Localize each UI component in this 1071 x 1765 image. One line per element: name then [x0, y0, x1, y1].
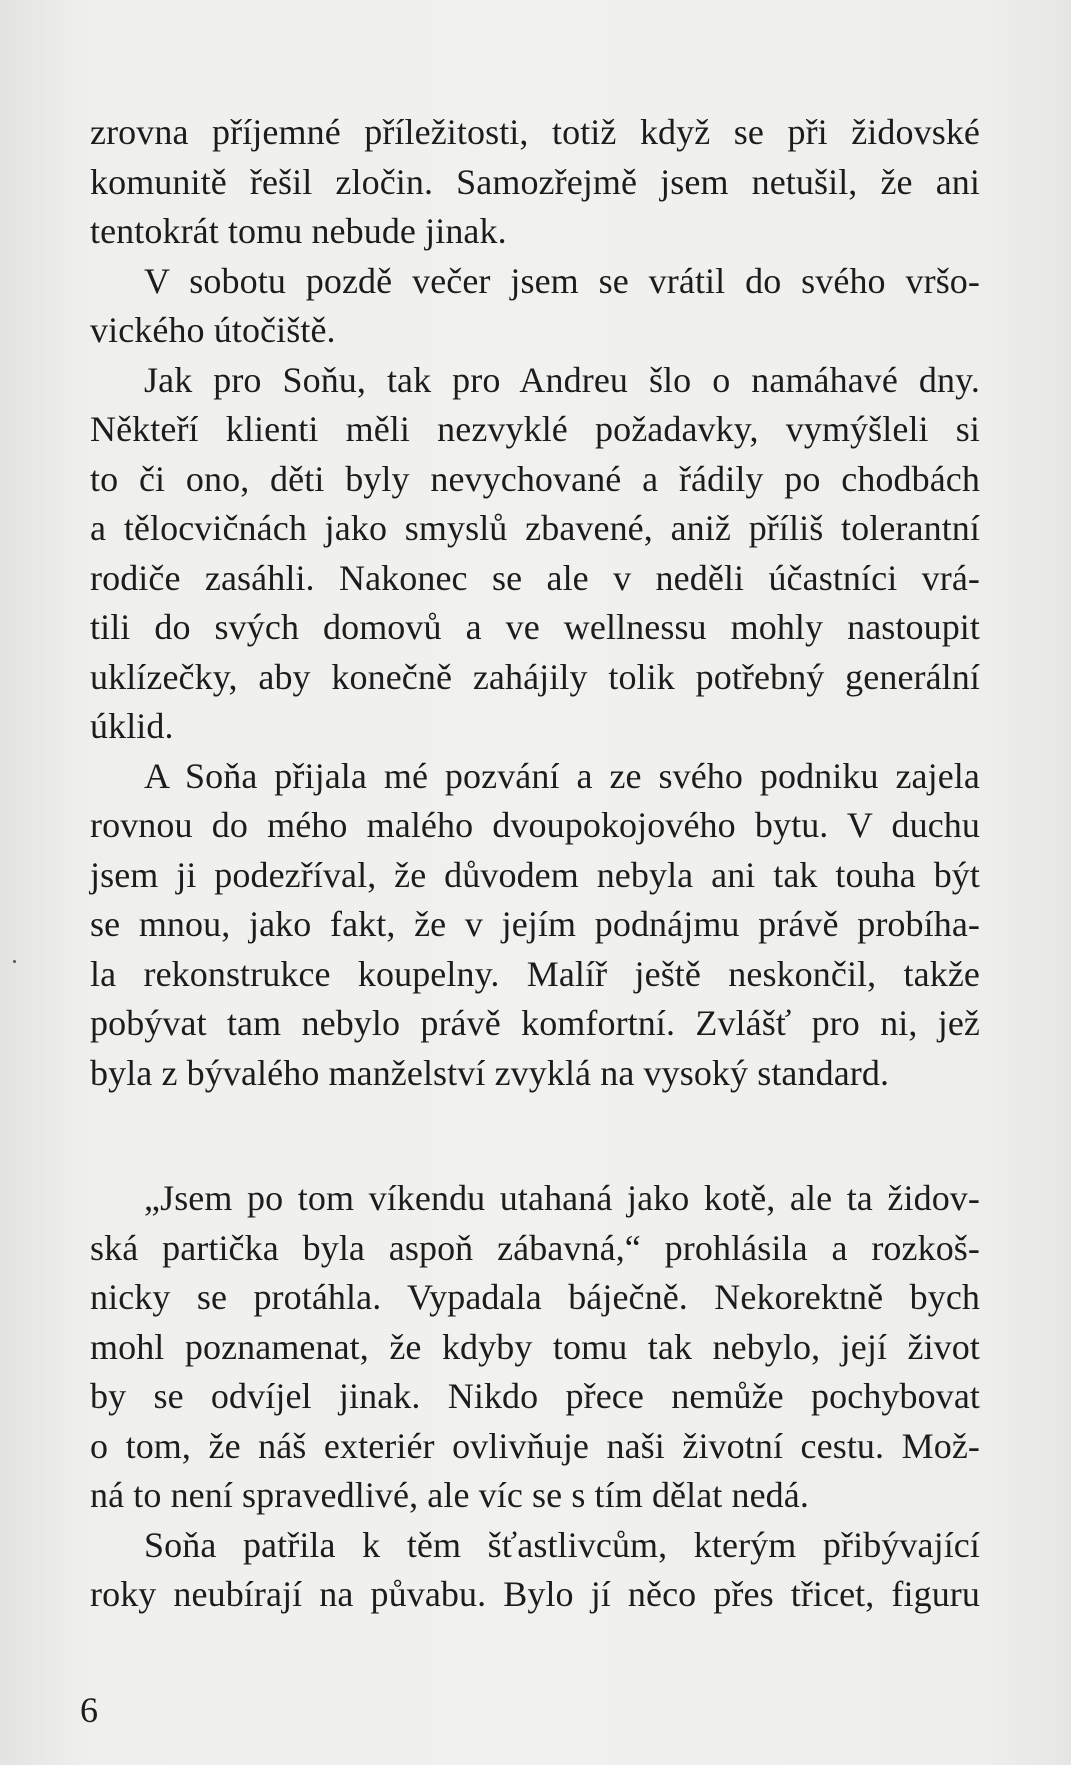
- text-line: vického útočiště.: [90, 310, 336, 350]
- text-line: la rekonstrukce koupelny. Malíř ještě neskončil, takže: [90, 953, 980, 994]
- text-line: zrovna příjemné příležitosti, totiž když se při židovské: [90, 112, 980, 152]
- text-line: se mnou, jako fakt, že v jejím podnájmu právě probíha-: [90, 904, 980, 944]
- text-line: úklid.: [90, 706, 174, 746]
- text-line: o tom, že náš exteriér ovlivňuje naši životní cestu. Mož-: [90, 1425, 980, 1466]
- text-line: ná to není spravedlivé, ale víc se s tím dělat nedá.: [90, 1475, 809, 1515]
- page-number: 6: [80, 1690, 98, 1730]
- text-line: rodiče zasáhli. Nakonec se ale v neděli účastníci vrá-: [90, 557, 980, 598]
- text-line: pobývat tam nebylo právě komfortní. Zvlášť pro ni, jež: [90, 1003, 980, 1043]
- text-block-2: [90, 1174, 980, 1620]
- text-line: byla z bývalého manželství zvyklá na vysoký standard.: [90, 1052, 890, 1093]
- text-line: roky neubírají na půvabu. Bylo jí něco přes třicet, figuru: [90, 1574, 980, 1614]
- text-line: V sobotu pozdě večer jsem se vrátil do svého vršo-: [144, 260, 980, 301]
- text-line: rovnou do mého malého dvoupokojového bytu. V duchu: [90, 805, 980, 845]
- text-line: to či ono, děti byly nevychované a řádily po chodbách: [90, 458, 980, 499]
- text-line: uklízečky, aby konečně zahájily tolik potřebný generální: [90, 656, 980, 697]
- text-line: jsem ji podezříval, že důvodem nebyla ani tak touha být: [90, 854, 980, 895]
- text-line: nicky se protáhla. Vypadala báječně. Nekorektně bych: [90, 1277, 980, 1317]
- text-line: by se odvíjel jinak. Nikdo přece nemůže pochybovat: [90, 1376, 980, 1416]
- text-line: ská partička byla aspoň zábavná,“ prohlásila a rozkoš-: [90, 1227, 980, 1268]
- text-line: Jak pro Soňu, tak pro Andreu šlo o namáhavé dny.: [144, 359, 980, 400]
- paper-speck: [13, 960, 16, 963]
- text-block-1: [90, 108, 980, 1098]
- text-line: „Jsem po tom víkendu utahaná jako kotě, ale ta židov-: [144, 1178, 980, 1218]
- text-line: mohl poznamenat, že kdyby tomu tak nebylo, její život: [90, 1326, 980, 1367]
- text-line: Soňa patřila k těm šťastlivcům, kterým přibývající: [144, 1524, 980, 1565]
- text-line: tentokrát tomu nebude jinak.: [90, 211, 507, 251]
- text-line: komunitě řešil zločin. Samozřejmě jsem netušil, že ani: [90, 161, 980, 202]
- text-line: tili do svých domovů a ve wellnessu mohly nastoupit: [90, 607, 980, 647]
- text-line: A Soňa přijala mé pozvání a ze svého podniku zajela: [144, 755, 980, 796]
- text-line: a tělocvičnách jako smyslů zbavené, aniž příliš tolerantní: [90, 508, 980, 548]
- text-line: Někteří klienti měli nezvyklé požadavky, vymýšleli si: [90, 409, 980, 449]
